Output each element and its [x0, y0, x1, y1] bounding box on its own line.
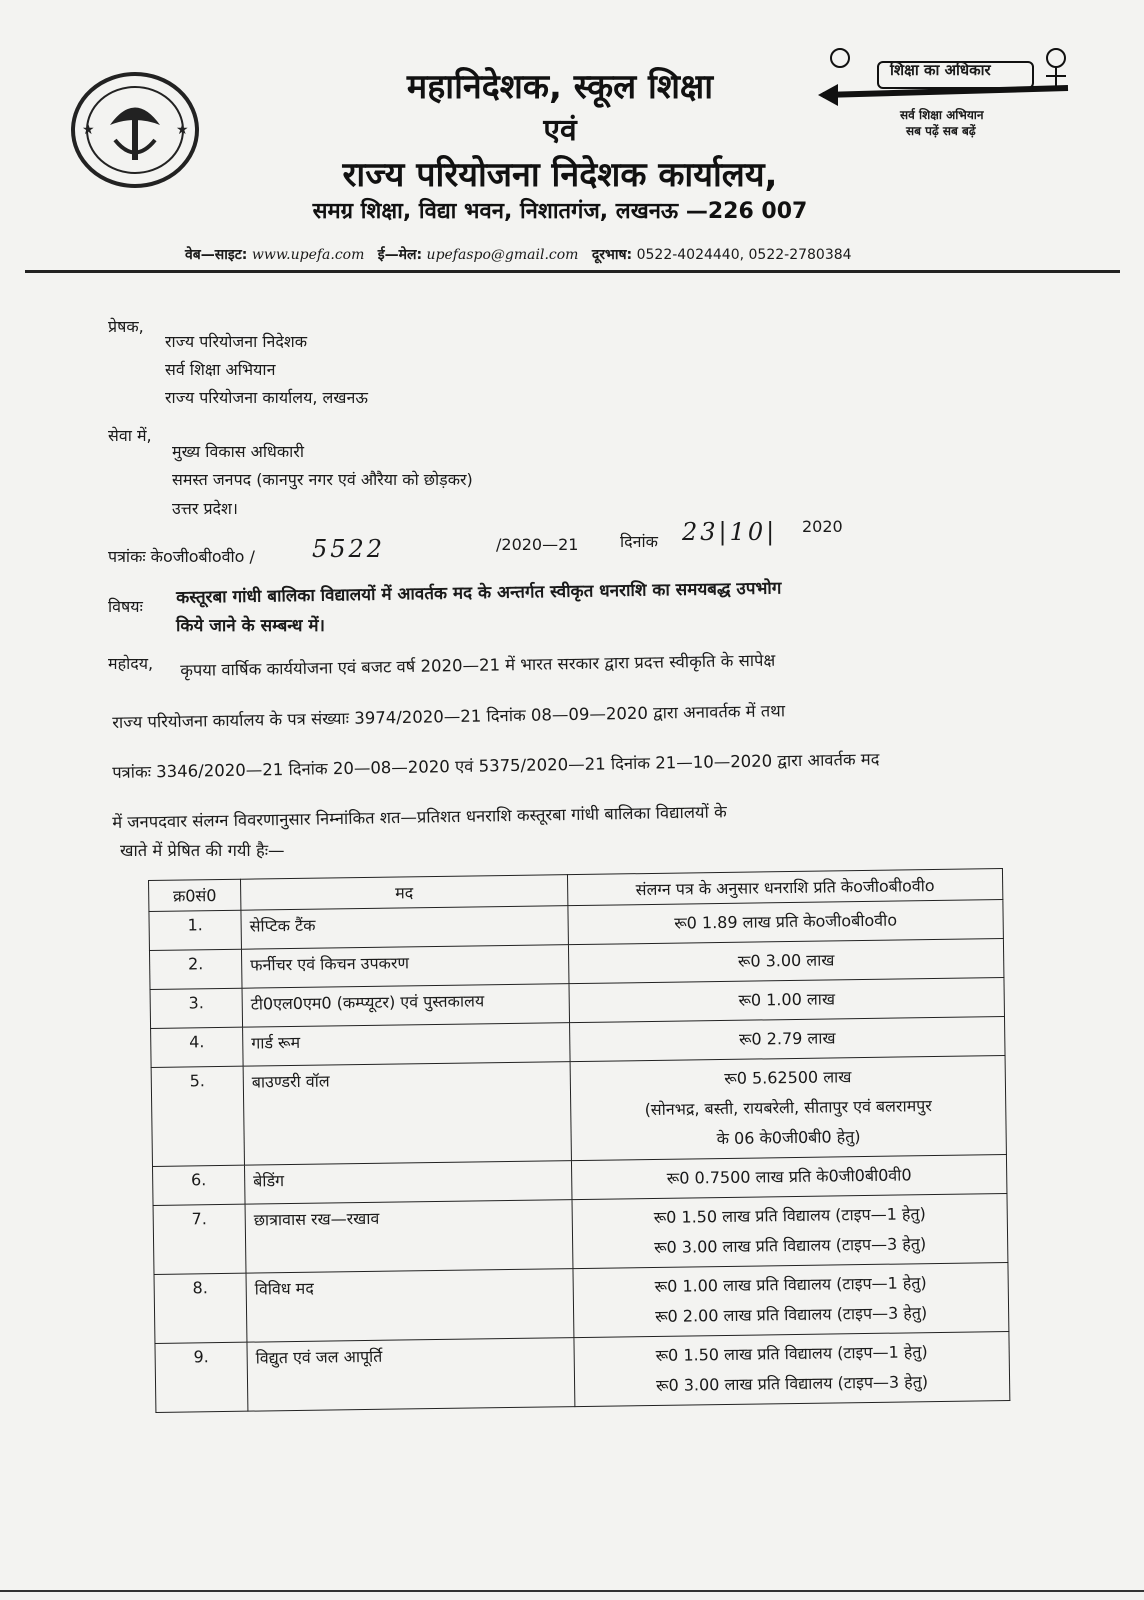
- row-amount: [570, 1056, 1006, 1161]
- row-item: सेप्टिक टैंक: [241, 906, 569, 950]
- amount-line: रू0 5.62500 लाख: [724, 1067, 852, 1088]
- row-sno: 2.: [149, 949, 242, 989]
- table-row: [154, 1263, 1009, 1344]
- row-amount: [572, 1194, 1008, 1269]
- body-line2: राज्य परियोजना कार्यालय के पत्र संख्याः 3974/2020—21 दिनांक 08—09—2020 द्वारा अनावर्तक में तथा: [112, 701, 786, 732]
- recipient-label: सेवा में,: [108, 426, 152, 445]
- ref-date-label: दिनांक: [620, 532, 658, 551]
- ref-number: 5522: [312, 535, 386, 563]
- col-header-sno: क्र0सं0: [149, 879, 241, 911]
- letterhead-line3: राज्य परियोजना निदेशक कार्यालय,: [342, 155, 778, 195]
- body-line5: खाते में प्रेषित की गयी हैः—: [120, 841, 285, 860]
- row-item: टी0एल0एम0 (कम्प्यूटर) एवं पुस्तकालय: [242, 984, 570, 1028]
- phone-numbers: 0522-4024440, 0522-2780384: [636, 247, 852, 263]
- amount-line: रू0 3.00 लाख: [737, 950, 835, 971]
- row-sno: 9.: [155, 1342, 248, 1412]
- amount-line: रू0 2.79 लाख: [738, 1028, 836, 1049]
- amount-line: रू0 2.00 लाख प्रति विद्यालय (टाइप—3 हेतु): [654, 1303, 928, 1326]
- email-label: ई—मेल:: [377, 247, 423, 263]
- amount-line: रू0 1.50 लाख प्रति विद्यालय (टाइप—1 हेतु): [655, 1342, 928, 1365]
- amount-line: के 06 के0जी0बी0 हेतु): [716, 1127, 861, 1149]
- col-header-amount: संलग्न पत्र के अनुसार धनराशि प्रति केoजीoबीoवीo: [567, 869, 1002, 906]
- amount-line: रू0 1.00 लाख प्रति विद्यालय (टाइप—1 हेतु): [654, 1273, 927, 1296]
- amount-line: रू0 1.50 लाख प्रति विद्यालय (टाइप—1 हेतु): [653, 1204, 926, 1227]
- row-amount: [568, 900, 1004, 945]
- recipient-line1: मुख्य विकास अधिकारी: [172, 442, 304, 461]
- ssa-slogan: सब पढ़ें सब बढ़ें: [906, 124, 976, 138]
- row-item: बेडिंग: [244, 1161, 572, 1205]
- row-item: विविध मद: [246, 1269, 574, 1343]
- table-row: [153, 1194, 1008, 1275]
- row-sno: 8.: [154, 1273, 247, 1343]
- row-item: बाउण्डरी वॉल: [243, 1062, 571, 1166]
- amount-line: रू0 1.00 लाख: [738, 989, 836, 1010]
- row-item: छात्रावास रख—रखाव: [245, 1200, 573, 1274]
- row-amount: [571, 1155, 1007, 1200]
- body-line4: में जनपदवार संलग्न विवरणानुसार निम्नांकित शत—प्रतिशत धनराशि कस्तूरबा गांधी बालिका विद्यालयों के: [112, 802, 727, 832]
- phone-label: दूरभाष:: [591, 247, 633, 263]
- amount-line: (सोनभद्र, बस्ती, रायबरेली, सीतापुर एवं बलरामपुर: [644, 1096, 932, 1120]
- website-link[interactable]: www.upefa.com: [251, 247, 365, 263]
- row-item: विद्युत एवं जल आपूर्ति: [247, 1338, 575, 1412]
- svg-text:★: ★: [82, 122, 95, 138]
- allocation-table: [148, 868, 1010, 1413]
- col-header-item: मद: [240, 875, 567, 911]
- row-item: फर्नीचर एवं किचन उपकरण: [241, 945, 569, 989]
- letterhead-line2: एवं: [543, 113, 577, 148]
- ref-date: 23|10|: [682, 518, 778, 546]
- subject-line1: कस्तूरबा गांधी बालिका विद्यालयों में आवर्तक मद के अन्तर्गत स्वीकृत धनराशि का समयबद्ध उपभोग: [176, 578, 782, 608]
- recipient-line2: समस्त जनपद (कानपुर नगर एवं औरैया को छोड़कर): [172, 470, 473, 489]
- subject-line2: किये जाने के सम्बन्ध में।: [176, 616, 325, 636]
- sender-line2: सर्व शिक्षा अभियान: [165, 360, 276, 379]
- amount-line: रू0 1.89 लाख प्रति केoजीoबीoवीo: [674, 910, 898, 933]
- row-sno: 1.: [149, 910, 242, 950]
- row-amount: [573, 1263, 1009, 1338]
- body-line1: कृपया वार्षिक कार्ययोजना एवं बजट वर्ष 2020—21 में भारत सरकार द्वारा प्रदत्त स्वीकृति के सापेक्ष: [180, 650, 776, 680]
- amount-line: रू0 3.00 लाख प्रति विद्यालय (टाइप—3 हेतु): [654, 1234, 927, 1257]
- row-amount: [574, 1332, 1010, 1407]
- email-link[interactable]: upefaspo@gmail.com: [426, 247, 579, 263]
- table-row: [151, 1056, 1006, 1167]
- up-govt-emblem-icon: [70, 70, 200, 190]
- svg-text:★: ★: [176, 122, 189, 138]
- row-amount: [569, 978, 1005, 1023]
- page-bottom-edge: [0, 1590, 1144, 1592]
- contact-line: [185, 245, 852, 264]
- row-amount: [570, 1017, 1006, 1062]
- amount-line: रू0 0.7500 लाख प्रति के0जी0बी0वी0: [666, 1165, 912, 1188]
- ref-year2: 2020: [802, 517, 843, 536]
- row-sno: 5.: [151, 1066, 244, 1166]
- sender-label: प्रेषक,: [108, 317, 144, 336]
- body-line3: पत्रांकः 3346/2020—21 दिनांक 20—08—2020 एवं 5375/2020—21 दिनांक 21—10—2020 द्वारा आवर्तक मद: [112, 749, 880, 782]
- row-sno: 4.: [151, 1027, 244, 1067]
- table-row: [155, 1332, 1010, 1413]
- row-sno: 3.: [150, 988, 243, 1028]
- rte-logo-title: शिक्षा का अधिकार: [890, 61, 991, 79]
- web-label: वेब—साइट:: [185, 247, 248, 263]
- ref-year: /2020—21: [496, 535, 579, 554]
- sender-line3: राज्य परियोजना कार्यालय, लखनऊ: [165, 388, 368, 407]
- sender-line1: राज्य परियोजना निदेशक: [165, 332, 308, 351]
- letterhead-line1: महानिदेशक, स्कूल शिक्षा: [406, 67, 714, 107]
- recipient-line3: उत्तर प्रदेश।: [172, 499, 238, 518]
- ssa-title: सर्व शिक्षा अभियान: [900, 108, 984, 122]
- row-sno: 6.: [153, 1165, 246, 1205]
- row-item: गार्ड रूम: [243, 1023, 571, 1067]
- subject-label: विषयः: [108, 597, 143, 616]
- letterhead-address: समग्र शिक्षा, विद्या भवन, निशातगंज, लखनऊ —226 007: [312, 199, 808, 224]
- row-sno: 7.: [153, 1204, 246, 1274]
- row-amount: [568, 939, 1004, 984]
- header-divider: [25, 270, 1120, 273]
- ref-prefix: पत्रांकः केoजीoबीoवीo /: [108, 547, 255, 566]
- salutation: महोदय,: [108, 654, 154, 673]
- amount-line: रू0 3.00 लाख प्रति विद्यालय (टाइप—3 हेतु): [655, 1372, 929, 1395]
